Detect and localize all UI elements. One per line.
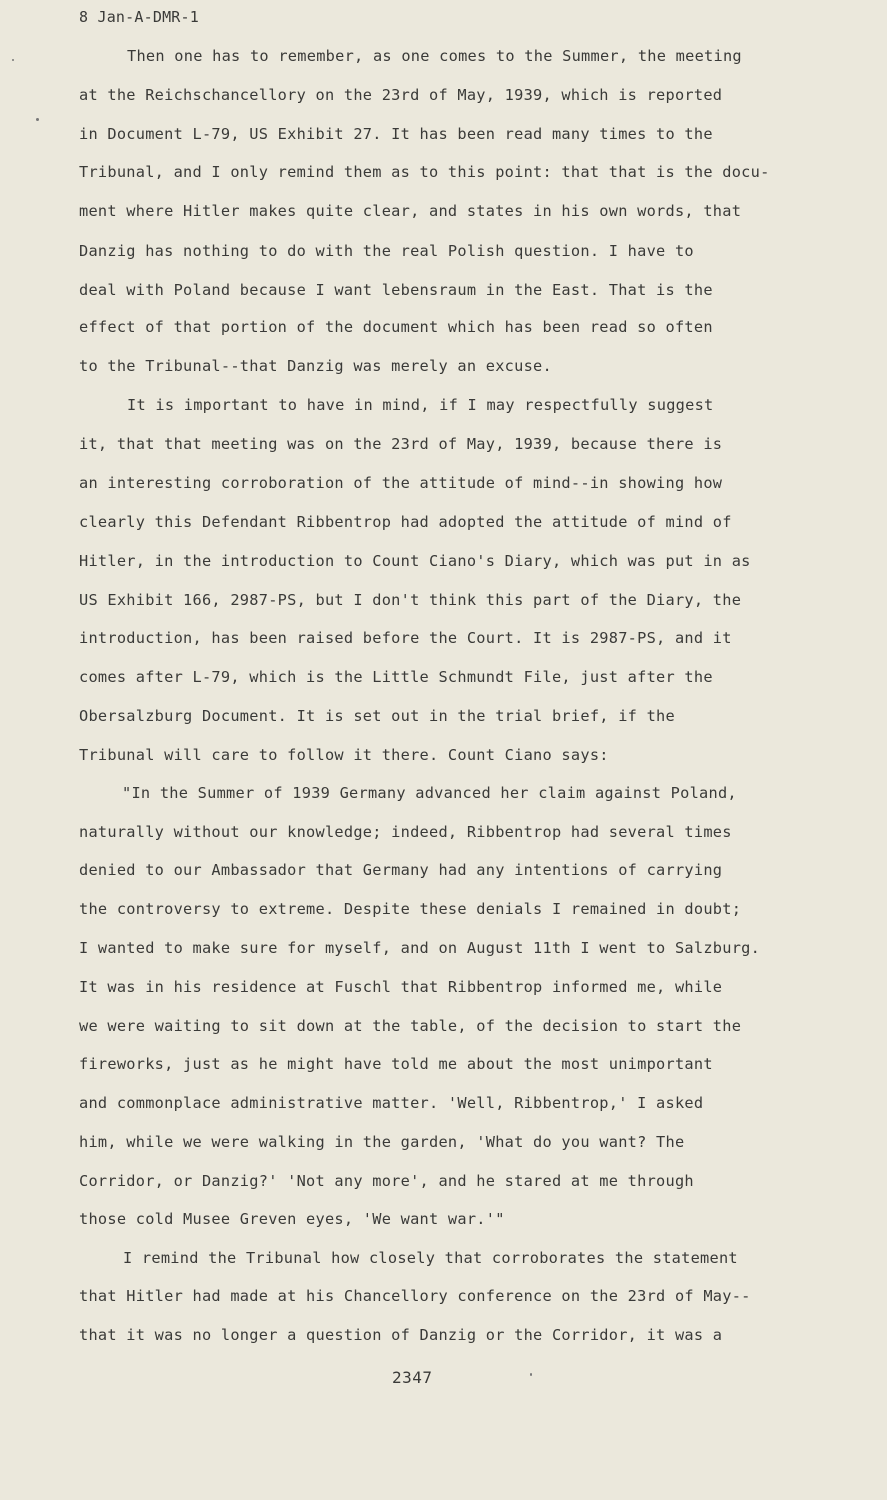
quote-line: "In the Summer of 1939 Germany advanced her claim against Poland, xyxy=(122,784,737,802)
text-line: to the Tribunal--that Danzig was merely an excuse. xyxy=(79,357,552,375)
text-line: that it was no longer a question of Danzig or the Corridor, it was a xyxy=(79,1326,723,1344)
page-header-reference: 8 Jan-A-DMR-1 xyxy=(79,8,199,26)
paper-speck xyxy=(12,59,14,61)
text-line: Danzig has nothing to do with the real Polish question. I have to xyxy=(79,242,694,260)
quote-line: It was in his residence at Fuschl that Ribbentrop informed me, while xyxy=(79,978,723,996)
text-line: I remind the Tribunal how closely that corroborates the statement xyxy=(123,1249,738,1267)
text-line: Tribunal, and I only remind them as to this point: that that is the docu- xyxy=(79,163,770,181)
paper-speck xyxy=(530,1373,532,1376)
text-line: in Document L-79, US Exhibit 27. It has been read many times to the xyxy=(79,125,713,143)
text-line: Hitler, in the introduction to Count Ciano's Diary, which was put in as xyxy=(79,552,751,570)
quote-line: Corridor, or Danzig?' 'Not any more', and he stared at me through xyxy=(79,1172,694,1190)
quote-line: denied to our Ambassador that Germany had any intentions of carrying xyxy=(79,861,723,879)
quote-line: the controversy to extreme. Despite these denials I remained in doubt; xyxy=(79,900,742,918)
paper-speck xyxy=(36,118,39,121)
text-line: Then one has to remember, as one comes to the Summer, the meeting xyxy=(127,47,742,65)
text-line: Obersalzburg Document. It is set out in the trial brief, if the xyxy=(79,707,675,725)
text-line: effect of that portion of the document which has been read so often xyxy=(79,318,713,336)
quote-line: fireworks, just as he might have told me about the most unimportant xyxy=(79,1055,713,1073)
text-line: US Exhibit 166, 2987-PS, but I don't think this part of the Diary, the xyxy=(79,591,742,609)
text-line: It is important to have in mind, if I may respectfully suggest xyxy=(127,396,714,414)
text-line: ment where Hitler makes quite clear, and states in his own words, that xyxy=(79,202,742,220)
quote-line: naturally without our knowledge; indeed, Ribbentrop had several times xyxy=(79,823,732,841)
text-line: it, that that meeting was on the 23rd of May, 1939, because there is xyxy=(79,435,723,453)
text-line: that Hitler had made at his Chancellory conference on the 23rd of May-- xyxy=(79,1287,751,1305)
text-line: an interesting corroboration of the attitude of mind--in showing how xyxy=(79,474,723,492)
quote-line: those cold Musee Greven eyes, 'We want war.'" xyxy=(79,1210,505,1228)
quote-line: and commonplace administrative matter. 'Well, Ribbentrop,' I asked xyxy=(79,1094,704,1112)
text-line: comes after L-79, which is the Little Schmundt File, just after the xyxy=(79,668,713,686)
quote-line: we were waiting to sit down at the table, of the decision to start the xyxy=(79,1017,742,1035)
text-line: introduction, has been raised before the Court. It is 2987-PS, and it xyxy=(79,629,732,647)
text-line: Tribunal will care to follow it there. Count Ciano says: xyxy=(79,746,609,764)
page-number: 2347 xyxy=(392,1368,433,1387)
quote-line: I wanted to make sure for myself, and on August 11th I went to Salzburg. xyxy=(79,939,761,957)
text-line: at the Reichschancellory on the 23rd of May, 1939, which is reported xyxy=(79,86,723,104)
text-line: deal with Poland because I want lebensraum in the East. That is the xyxy=(79,281,713,299)
text-line: clearly this Defendant Ribbentrop had adopted the attitude of mind of xyxy=(79,513,732,531)
quote-line: him, while we were walking in the garden, 'What do you want? The xyxy=(79,1133,685,1151)
